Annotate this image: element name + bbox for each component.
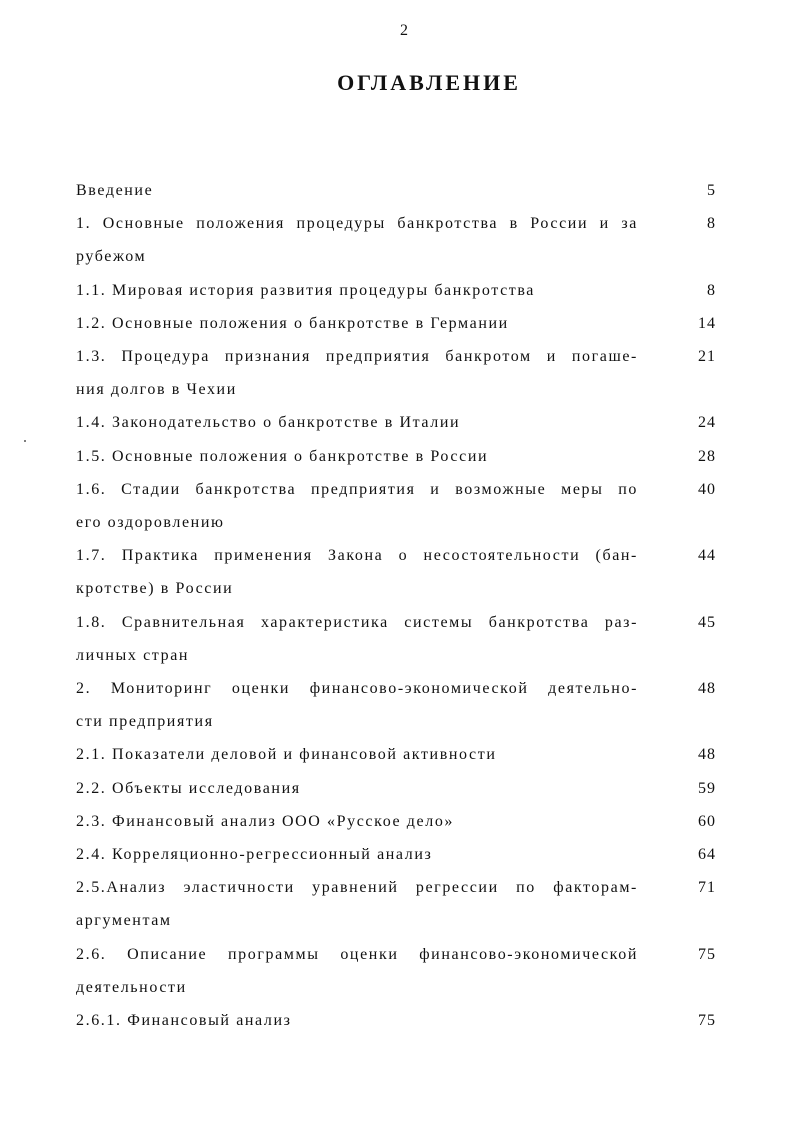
toc-entry-page-number: 44 <box>698 547 716 565</box>
toc-entry <box>76 672 716 738</box>
toc-entry-title: 1.3. Процедура признания предприятия банкротом и погаше- <box>76 348 638 366</box>
toc-entry <box>76 174 716 207</box>
toc-entry-page-number: 59 <box>698 779 716 797</box>
toc-entry-title-continuation: деятельности <box>76 978 187 996</box>
toc-entry-title: 1. Основные положения процедуры банкротства в России и за <box>76 215 638 233</box>
toc-entry-title-continuation: рубежом <box>76 248 147 266</box>
toc-entry-page-number: 8 <box>707 215 716 233</box>
toc-entry-page-number: 75 <box>698 1012 716 1030</box>
toc-entry-title: 2.4. Корреляционно-регрессионный анализ <box>76 846 433 864</box>
toc-entry-page-number: 24 <box>698 414 716 432</box>
toc-entry <box>76 805 716 838</box>
toc-entry-title-continuation: ния долгов в Чехии <box>76 381 237 399</box>
toc-entry <box>76 307 716 340</box>
toc-entry-title: 1.2. Основные положения о банкротстве в Германии <box>76 314 509 332</box>
toc-entry-title-continuation: кротстве) в России <box>76 580 234 598</box>
toc-entry <box>76 473 716 539</box>
toc-entry <box>76 871 716 937</box>
toc-entry-title: 2. Мониторинг оценки финансово-экономической деятельно- <box>76 680 638 698</box>
page-number: 2 <box>400 22 408 39</box>
toc-entry-title: 2.6.1. Финансовый анализ <box>76 1012 292 1030</box>
toc-entry-title: 2.5.Анализ эластичности уравнений регрессии по факторам- <box>76 879 638 897</box>
toc-entry <box>76 938 716 1004</box>
toc-entry <box>76 539 716 605</box>
toc-entry-title: 2.1. Показатели деловой и финансовой активности <box>76 746 497 764</box>
toc-entry-title-continuation: аргументам <box>76 912 172 930</box>
toc-entry-title: 2.2. Объекты исследования <box>76 779 301 797</box>
toc-entry-title: 1.8. Сравнительная характеристика системы банкротства раз- <box>76 613 638 631</box>
toc-entry-page-number: 14 <box>698 314 716 332</box>
toc-entry <box>76 1004 716 1037</box>
toc-entry-page-number: 48 <box>698 680 716 698</box>
toc-entry <box>76 274 716 307</box>
toc-entry <box>76 207 716 273</box>
toc-entry <box>76 738 716 771</box>
toc-entry-page-number: 28 <box>698 447 716 465</box>
toc-entry-page-number: 60 <box>698 812 716 830</box>
toc-entry-page-number: 45 <box>698 613 716 631</box>
toc-entry <box>76 406 716 439</box>
toc-heading: ОГЛАВЛЕНИЕ <box>337 70 521 95</box>
toc-entry-title: 2.3. Финансовый анализ ООО «Русское дело» <box>76 812 455 830</box>
toc-entry-page-number: 75 <box>698 945 716 963</box>
toc-entry-page-number: 64 <box>698 846 716 864</box>
toc-entry-title: 1.7. Практика применения Закона о несостоятельности (бан- <box>76 547 638 565</box>
toc-entry-title: 1.6. Стадии банкротства предприятия и возможные меры по <box>76 480 638 498</box>
toc-entry-title: 2.6. Описание программы оценки финансово-экономической <box>76 945 638 963</box>
toc-entry <box>76 772 716 805</box>
scan-artifact-dot <box>24 440 26 442</box>
toc-entry <box>76 340 716 406</box>
toc-entry-page-number: 71 <box>698 879 716 897</box>
toc-entry <box>76 606 716 672</box>
toc-entry-page-number: 48 <box>698 746 716 764</box>
toc-entry-title-continuation: его оздоровлению <box>76 514 225 532</box>
toc-entry-page-number: 40 <box>698 480 716 498</box>
toc-entry-page-number: 21 <box>698 348 716 366</box>
toc-entry-page-number: 8 <box>707 281 716 299</box>
toc-entry <box>76 440 716 473</box>
toc-entry-title-continuation: сти предприятия <box>76 713 214 731</box>
toc-entry <box>76 838 716 871</box>
toc-entry-title: 1.5. Основные положения о банкротстве в России <box>76 447 489 465</box>
toc-entry-page-number: 5 <box>707 182 716 199</box>
toc-entry-title: 1.4. Законодательство о банкротстве в Италии <box>76 414 461 432</box>
toc-entry-title: Введение <box>76 182 154 199</box>
toc-entry-title: 1.1. Мировая история развития процедуры банкротства <box>76 281 536 299</box>
toc-entry-title-continuation: личных стран <box>76 646 190 664</box>
table-of-contents <box>76 174 716 1037</box>
